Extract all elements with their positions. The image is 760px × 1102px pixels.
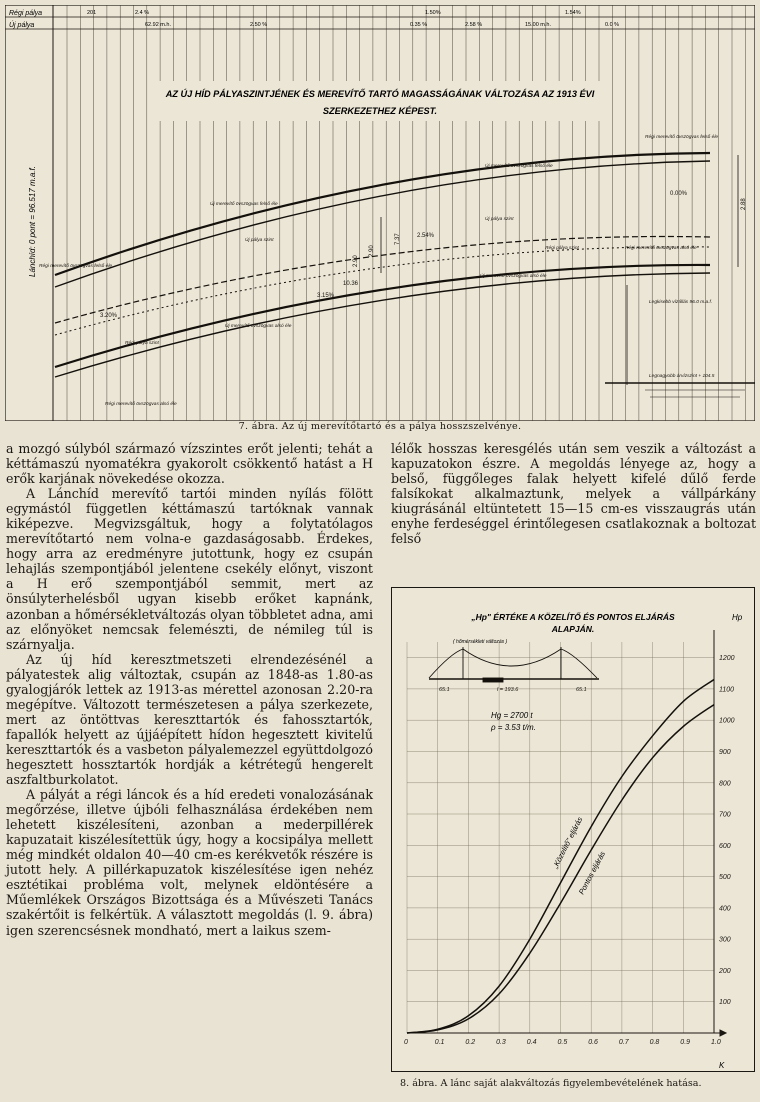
span-label-left: 65.1	[439, 687, 450, 693]
y-tick-label: 700	[719, 811, 731, 819]
x-tick-label: 0.6	[588, 1039, 598, 1046]
x-tick-label: 0.1	[434, 1039, 445, 1046]
x-tick-label: 0	[404, 1039, 408, 1046]
lanchid-zero-point-label: Lánchíd: 0 pont = 96.517 m.a.f.	[28, 166, 37, 277]
x-tick-label: 0.4	[526, 1039, 537, 1046]
label-low-water: Legkisebb vízállás 96.0 m.a.f.	[649, 300, 713, 305]
top-row-old-1: 201	[87, 10, 97, 16]
x-tick-label: 0.9	[680, 1039, 691, 1046]
top-row-old-3: 1.50%	[425, 10, 441, 16]
top-row-new-3: 0.35 %	[410, 22, 428, 28]
label-new-chord-top: Új merevítő övszögvas felső éle	[210, 202, 278, 207]
label-old-road-left: Régi pálya szint	[125, 341, 159, 346]
top-row-new-2: 2.50 %	[250, 22, 268, 28]
paragraph: A Lánchíd merevítő tartói minden nyílás fölött egymástól független kéttámaszú tartóknak vannak kiképezve. Megvizsgáltuk, hogy a folytatólagos merevítőtartó nem volna-e gazdaságosabb. Érdekes, hogy arra az eredményre jutottunk, hogy ez csupán lehajlás szempontjából jelentene csekély előnyt, viszont a H erő szempontjából semmit, mert az önsúlyterhelésből ugyan kisebb erőket kapnánk, azonban a hőmérsékletváltozás olyan többletet adna, ami az előnyöket nemcsak felemészti, de némileg túl is szárnyalja.	[6, 486, 373, 652]
left-text-column	[6, 441, 373, 938]
label-old-road-right: Régi pálya szint	[545, 246, 579, 251]
grade-1: 3.20%	[100, 313, 118, 319]
label-water-level: Legnagyobb árvízszint + 104.5	[649, 374, 715, 379]
y-tick-label: 300	[719, 936, 731, 944]
y-tick-label: 1000	[719, 717, 735, 725]
y-tick-label: 500	[719, 874, 731, 882]
dim-2: 2.90	[369, 245, 375, 257]
x-tick-label: 0.5	[557, 1039, 568, 1046]
paragraph: Az új híd keresztmetszeti elrendezésénél a pályatestek alig változtak, csupán az 1848-as 1.80-as gyalogjárók lettek az 1913-as mérettel azonosan 2.20-ra megépítve. Változott természetesen a pálya szerkezete, mert az öntöttvas kereszttartók és fahossztartók, fapallók helyett az újjáépített hídon hegesztett kivitelű kereszttartók és a vasbeton pályalemezzel együttdolgozó hegesztett hossztartók hordják a kétrétegű hengerelt aszfaltburkolatot.	[6, 651, 373, 788]
x-tick-label: 0.2	[465, 1039, 476, 1046]
formula-hg: Hg = 2700 t	[491, 711, 533, 720]
y-tick-label: 100	[719, 999, 731, 1007]
right-text-column	[391, 441, 756, 546]
figure-8-title-line-2: ALAPJÁN.	[551, 624, 595, 634]
x-tick-label: 1.0	[711, 1039, 721, 1046]
label-new-chord-top-right: Új merevítő övszögvas felső éle	[485, 164, 553, 169]
dim-5: 2.88	[741, 198, 747, 210]
figure-7-caption: 7. ábra. Az új merevítőtartó és a pálya hosszszelvénye.	[238, 421, 522, 432]
new-level-row-label: Új pálya	[9, 22, 35, 29]
figure-8-subnote: ( hőmérsékleti változás )	[453, 639, 508, 645]
paragraph: A pályát a régi láncok és a híd eredeti vonalozásának megőrzése, illetve újbóli felhasználása érdekében nem lehetett kiszélesíteni, azonban a mederpillérek kapuzatait kiszélesítettük úgy, hogy a kocsipálya mellett még mindkét oldalon 40—40 cm-es kerékvetők részére is jutott hely. A pillérkapuzatok kiszélesítése igen nehéz esztétikai probléma volt, melynek eldöntésére a Műemlékek Országos Bizottsága és a Művészeti Tanács szakértőit is felkértük. A választott megoldás (l. 9. ábra) igen szerencsésnek mondható, mert a laikus szem-	[6, 787, 373, 938]
top-row-new-5: 15.00 m.h.	[525, 22, 551, 28]
y-tick-label: 200	[719, 967, 731, 975]
y-tick-label: 800	[719, 780, 731, 788]
figure-7-longitudinal-profile	[5, 5, 755, 421]
x-tick-label: 0.3	[496, 1039, 506, 1046]
top-row-old-2: 2.4 %	[135, 10, 150, 16]
figure-7-title-line-1: AZ ÚJ HÍD PÁLYASZINTJÉNEK ÉS MEREVÍTŐ TARTÓ MAGASSÁGÁNAK VÁLTOZÁSA AZ 1913 ÉVI	[165, 89, 595, 99]
span-label-middle: l = 193.6	[497, 687, 519, 693]
label-old-chord-top-left: Régi merevítő övszögvas felső éle	[39, 264, 113, 269]
label-old-chord-bottom-left: Régi merevítő övszögvas alsó éle	[105, 402, 177, 407]
dim-4: 7.37	[395, 233, 401, 245]
y-tick-label: 1100	[719, 686, 735, 694]
top-row-new-6: 0.0 %	[605, 22, 620, 28]
paragraph: a mozgó súlyból származó vízszintes erőt jelenti; tehát a kéttámaszú nyomatékra gyakorolt csökkentő hatást a H erők karjának növekedése okozza.	[6, 441, 373, 487]
figure-8-title-line-1: „Hp" ÉRTÉKE A KÖZELÍTŐ ÉS PONTOS ELJÁRÁS	[471, 612, 675, 622]
curve-label-approx: „Közelítő" eljárás	[550, 815, 585, 870]
top-row-new-4: 2.58 %	[465, 22, 483, 28]
label-old-chord-top-right: Régi merevítő övszögvas felső éle	[645, 135, 719, 140]
grade-4: 0.00%	[670, 191, 688, 197]
y-tick-label: 900	[719, 749, 731, 756]
top-row-new-1: 62.92 m.h.	[145, 22, 171, 28]
figure-8-caption: 8. ábra. A lánc saját alakváltozás figyelembevételének hatása.	[400, 1078, 702, 1089]
span-label-right: 65.1	[576, 687, 587, 693]
label-old-chord-bottom-right: Régi merevítő övszögvas alsó éle	[625, 246, 697, 251]
old-level-row-label: Régi pálya	[9, 10, 43, 17]
y-tick-label: 1200	[719, 655, 735, 663]
top-row-old-4: 1.54%	[565, 10, 581, 16]
y-axis-label: Hp	[732, 613, 743, 622]
label-new-chord-bottom-left: Új merevítő övszögvas alsó éle	[225, 324, 292, 329]
figure-8-hp-chart	[391, 587, 755, 1072]
y-tick-label: 600	[719, 842, 731, 850]
label-new-chord-bottom: Új merevítő övszögvas alsó éle	[480, 274, 547, 279]
label-new-road: Új pálya szint	[245, 238, 274, 243]
formula-rho: ρ = 3.53 t/m.	[491, 723, 536, 732]
curve-label-exact: Pontos eljárás	[576, 849, 608, 896]
grade-3: 2.54%	[417, 233, 435, 239]
label-new-road-right: Új pálya szint	[485, 217, 514, 222]
grade-2: 3.15%	[317, 293, 335, 299]
dim-1: 2.90	[353, 255, 359, 267]
x-tick-label: 0.8	[649, 1039, 660, 1046]
x-tick-label: 0.7	[618, 1039, 629, 1046]
figure-7-title-line-2: SZERKEZETHEZ KÉPEST.	[322, 106, 438, 116]
paragraph: lélők hosszas keresgélés után sem veszik a változást a kapuzatokon észre. A megoldás lényege az, hogy a belső, függőleges falak helyett kifelé dűlő ferde falsíkokat alkalmaztunk, melyek a vállpárkány kiugrásánál eltüntetett 15—15 cm-es visszaugrás után enyhe ferdeséggel érintőlegesen csatlakoznak a boltozat felső	[391, 441, 756, 547]
y-tick-label: 400	[719, 905, 731, 913]
dim-3: 10.36	[343, 281, 359, 287]
x-axis-label: K	[719, 1061, 725, 1070]
